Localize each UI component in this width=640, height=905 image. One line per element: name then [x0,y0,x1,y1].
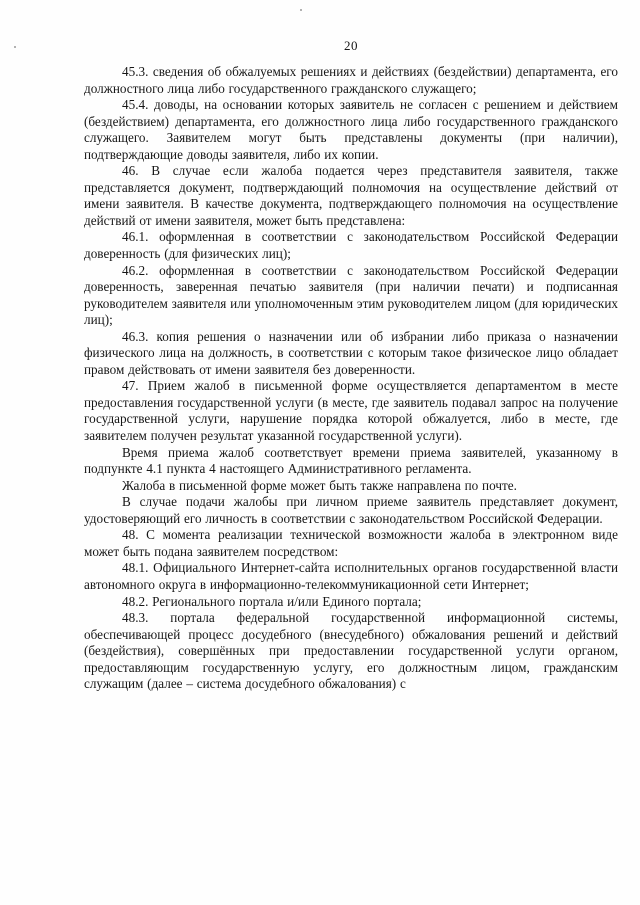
paragraph: Жалоба в письменной форме может быть также направлена по почте. [122,477,517,493]
document-body [84,64,618,693]
paragraph: 46.2. оформленная в соответствии с законодательством Российской Федерации доверенность, заверенная печатью заявителя (при наличии печати) и подписанная руководителем заявителя или уполномоченным этим руководителем лицом (для юридических лиц); [84,262,618,328]
paragraph: В случае подачи жалобы при личном приеме заявитель представляет документ, удостоверяющий его личность в соответствии с законодательством Российской Федерации. [84,494,618,526]
paragraph: 48.1. Официального Интернет-сайта исполнительных органов государственной власти автономного округа в информационно-телекоммуникационной сети Интернет; [84,560,618,592]
paragraph: 48. С момента реализации технической возможности жалоба в электронном виде может быть подана заявителем посредством: [84,527,618,559]
paragraph: 46.1. оформленная в соответствии с законодательством Российской Федерации доверенность (для физических лиц); [84,229,618,262]
paragraph: 47. Прием жалоб в письменной форме осуществляется департаментом в месте предоставления государственной услуги (в месте, где заявитель подавал запрос на получение государственной услуги, нарушение порядка которой обжалуется, либо в месте, где заявителем получен результат указанной государственной услуги). [84,378,618,444]
paragraph: 45.4. доводы, на основании которых заявитель не согласен с решением и действием (бездействием) департамента, его должностного лица либо государственного гражданского служащего. Заявителем могут быть представлены документы (при наличии), подтверждающие доводы заявителя, либо их копии. [84,97,618,162]
paragraph: 48.3. портала федеральной государственной информационной системы, обеспечивающей процесс досудебного (внесудебного) обжалования решений и действий (бездействия), совершённых при предоставлении государственной услуги органом, предоставляющим государственную услугу, его должностным лицом, гражданским служащим (далее – система досудебного обжалования) с [84,610,618,692]
page-number: 20 [344,38,358,53]
paragraph: 46.3. копия решения о назначении или об избрании либо приказа о назначении физического лица на должность, в соответствии с которым такое физическое лицо обладает правом действовать от имени заявителя без доверенности. [84,328,618,377]
paragraph: Время приема жалоб соответствует времени приема заявителей, указанному в подпункте 4.1 пункта 4 настоящего Административного регламента. [84,444,618,477]
paragraph: 46. В случае если жалоба подается через представителя заявителя, также представляется документ, подтверждающий полномочия на осуществление действий от имени заявителя. В качестве документа, подтверждающего полномочия на осуществление действий от имени заявителя, может быть представлена: [84,163,618,228]
scan-artifact-dot [300,9,302,11]
scan-artifact-dot [14,46,16,48]
paragraph: 48.2. Регионального портала и/или Единого портала; [122,593,422,609]
paragraph: 45.3. сведения об обжалуемых решениях и действиях (бездействии) департамента, его должностного лица либо государственного гражданского служащего; [84,64,618,96]
